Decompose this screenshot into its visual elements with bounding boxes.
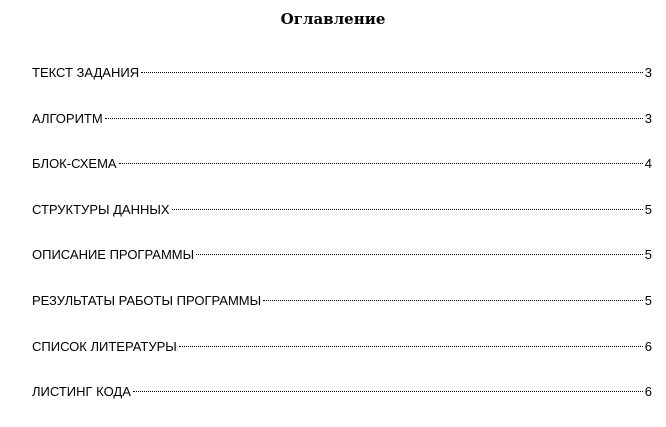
toc-entry-label: ЛИСТИНГ КОДА: [32, 384, 131, 400]
toc-entry-program-description[interactable]: [32, 244, 652, 290]
toc-dot-leader: [172, 209, 643, 210]
toc-entry-program-results[interactable]: [32, 290, 652, 336]
toc-page-number: 4: [644, 156, 652, 172]
toc-entry-algorithm[interactable]: [32, 108, 652, 154]
toc-dot-leader: [196, 254, 643, 255]
toc-entry-flowchart[interactable]: [32, 153, 652, 199]
toc-dot-leader: [141, 72, 643, 73]
toc-page-number: 5: [644, 292, 652, 308]
toc-dot-leader: [263, 300, 643, 301]
toc-dot-leader: [119, 163, 643, 164]
toc-entry-label: СТРУКТУРЫ ДАННЫХ: [32, 201, 170, 217]
toc-entry-references[interactable]: [32, 336, 652, 382]
toc-entry-label: СПИСОК ЛИТЕРАТУРЫ: [32, 338, 177, 354]
toc-title: Оглавление: [280, 10, 386, 28]
toc-entry-label: АЛГОРИТМ: [32, 110, 103, 126]
toc-entry-label: ТЕКСТ ЗАДАНИЯ: [32, 65, 140, 80]
toc-dot-leader: [179, 346, 643, 347]
toc-page-number: 6: [644, 338, 652, 354]
toc-page-number: 3: [644, 65, 652, 80]
toc-entry-data-structures[interactable]: [32, 199, 652, 245]
toc-list: [32, 62, 652, 427]
toc-dot-leader: [105, 118, 643, 119]
toc-entry-label: ОПИСАНИЕ ПРОГРАММЫ: [32, 247, 195, 263]
toc-dot-leader: [133, 391, 643, 392]
toc-entry-label: РЕЗУЛЬТАТЫ РАБОТЫ ПРОГРАММЫ: [32, 292, 262, 308]
toc-page-number: 5: [644, 247, 652, 263]
toc-page-number: 6: [644, 384, 652, 400]
toc-entry-task-text[interactable]: [32, 62, 652, 108]
toc-page-number: 3: [644, 110, 652, 126]
toc-entry-label: БЛОК-СХЕМА: [32, 156, 117, 172]
toc-page-number: 5: [644, 201, 652, 217]
